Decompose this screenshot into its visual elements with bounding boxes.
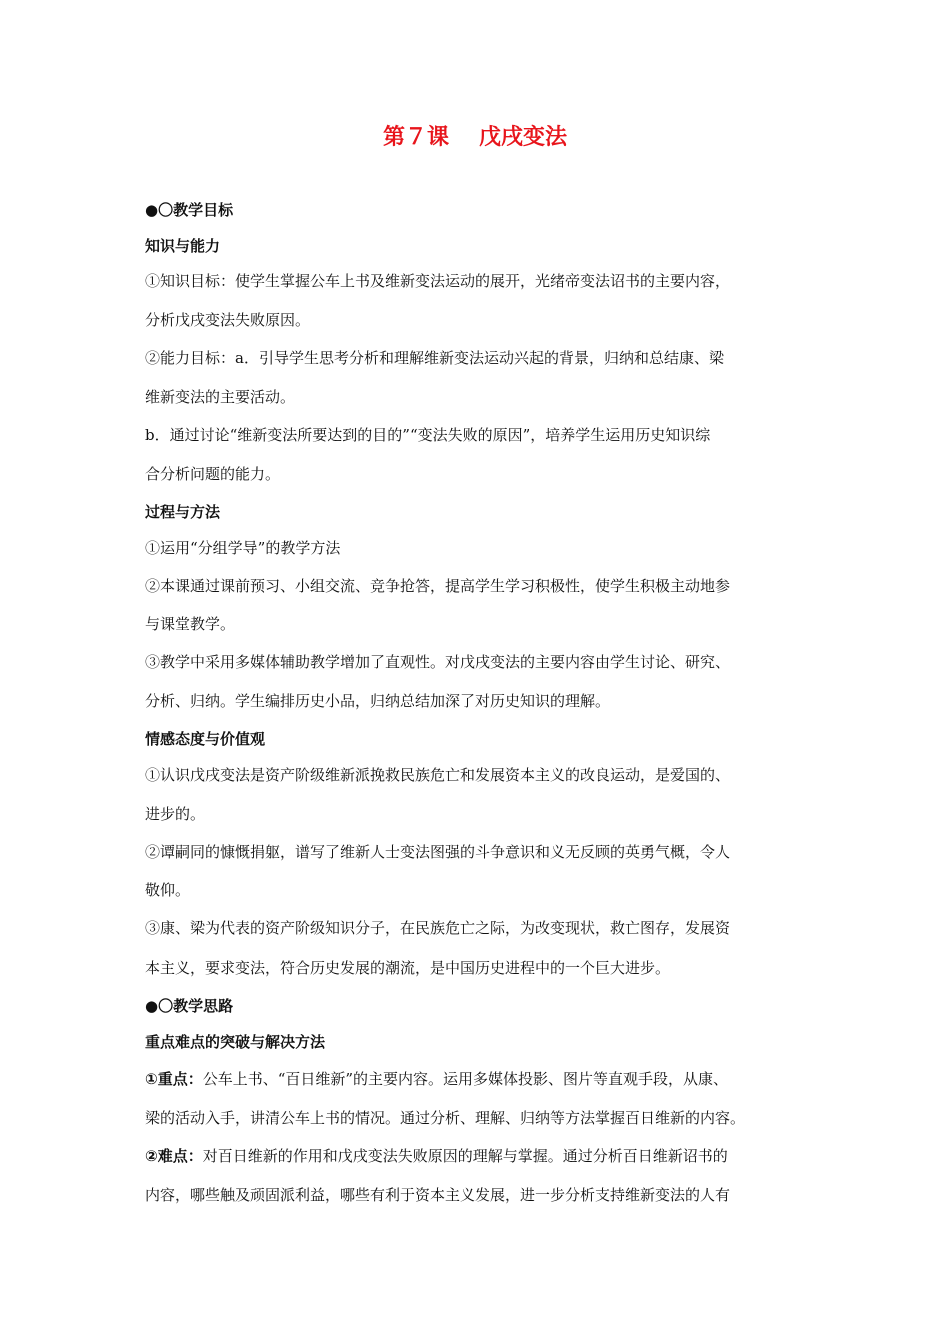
- lesson-name: 戊戌变法: [479, 125, 568, 150]
- difficult-point-text: 对百日维新的作用和戊戌变法失败原因的理解与掌握。通过分析百日维新诏书的: [202, 1147, 728, 1165]
- lesson-number: 第７课: [382, 125, 449, 150]
- paragraph-line: [145, 1069, 825, 1089]
- paragraph-line: ③教学中采用多媒体辅助教学增加了直观性。对戊戌变法的主要内容由学生讨论、研究、: [145, 653, 731, 671]
- paragraph-line: ①运用“分组学导”的教学方法: [145, 539, 341, 557]
- paragraph-line: 维新变法的主要活动。: [145, 388, 296, 406]
- paragraph-line: ②本课通过课前预习、小组交流、竞争抢答，提高学生学习积极性，使学生积极主动地参: [145, 577, 731, 595]
- paragraph-line: 合分析问题的能力。: [145, 465, 281, 483]
- paragraph-line: 本主义，要求变法，符合历史发展的潮流，是中国历史进程中的一个巨大进步。: [145, 959, 671, 977]
- section-teaching-goals: ●〇教学目标: [145, 201, 234, 219]
- heading-process-method: 过程与方法: [145, 503, 221, 521]
- paragraph-line: ①知识目标：使学生掌握公车上书及维新变法运动的展开，光绪帝变法诏书的主要内容，: [145, 272, 731, 290]
- heading-knowledge-ability: 知识与能力: [145, 237, 221, 255]
- paragraph-line: 敬仰。: [145, 881, 191, 899]
- paragraph-line: 进步的。: [145, 805, 206, 823]
- paragraph-line: 分析戊戌变法失败原因。: [145, 311, 311, 329]
- lesson-title: [0, 120, 950, 151]
- paragraph-line: 分析、归纳。学生编排历史小品，归纳总结加深了对历史知识的理解。: [145, 692, 611, 710]
- paragraph-line: ①认识戊戌变法是资产阶级维新派挽救民族危亡和发展资本主义的改良运动，是爱国的、: [145, 766, 731, 784]
- paragraph-line: 内容，哪些触及顽固派利益，哪些有利于资本主义发展，进一步分析支持维新变法的人有: [145, 1186, 731, 1204]
- paragraph-line: b．通过讨论“维新变法所要达到的目的”“变法失败的原因”，培养学生运用历史知识综: [145, 426, 711, 444]
- key-point-label: ①重点：: [145, 1070, 203, 1088]
- paragraph-line: 与课堂教学。: [145, 615, 236, 633]
- key-point-text: 公车上书、“百日维新”的主要内容。运用多媒体投影、图片等直观手段，从康、: [202, 1070, 729, 1088]
- heading-key-difficult-points: 重点难点的突破与解决方法: [145, 1033, 326, 1051]
- paragraph-line: ③康、梁为代表的资产阶级知识分子，在民族危亡之际，为改变现状，救亡图存，发展资: [145, 919, 731, 937]
- paragraph-line: ②谭嗣同的慷慨捐躯，谱写了维新人士变法图强的斗争意识和义无反顾的英勇气概，令人: [145, 843, 731, 861]
- difficult-point-label: ②难点：: [145, 1147, 203, 1165]
- heading-emotion-values: 情感态度与价值观: [145, 730, 266, 748]
- paragraph-line: ②能力目标：a．引导学生思考分析和理解维新变法运动兴起的背景，归纳和总结康、梁: [145, 349, 724, 367]
- paragraph-line: 梁的活动入手，讲清公车上书的情况。通过分析、理解、归纳等方法掌握百日维新的内容。: [145, 1109, 746, 1127]
- section-teaching-approach: ●〇教学思路: [145, 997, 234, 1015]
- paragraph-line: [145, 1146, 825, 1166]
